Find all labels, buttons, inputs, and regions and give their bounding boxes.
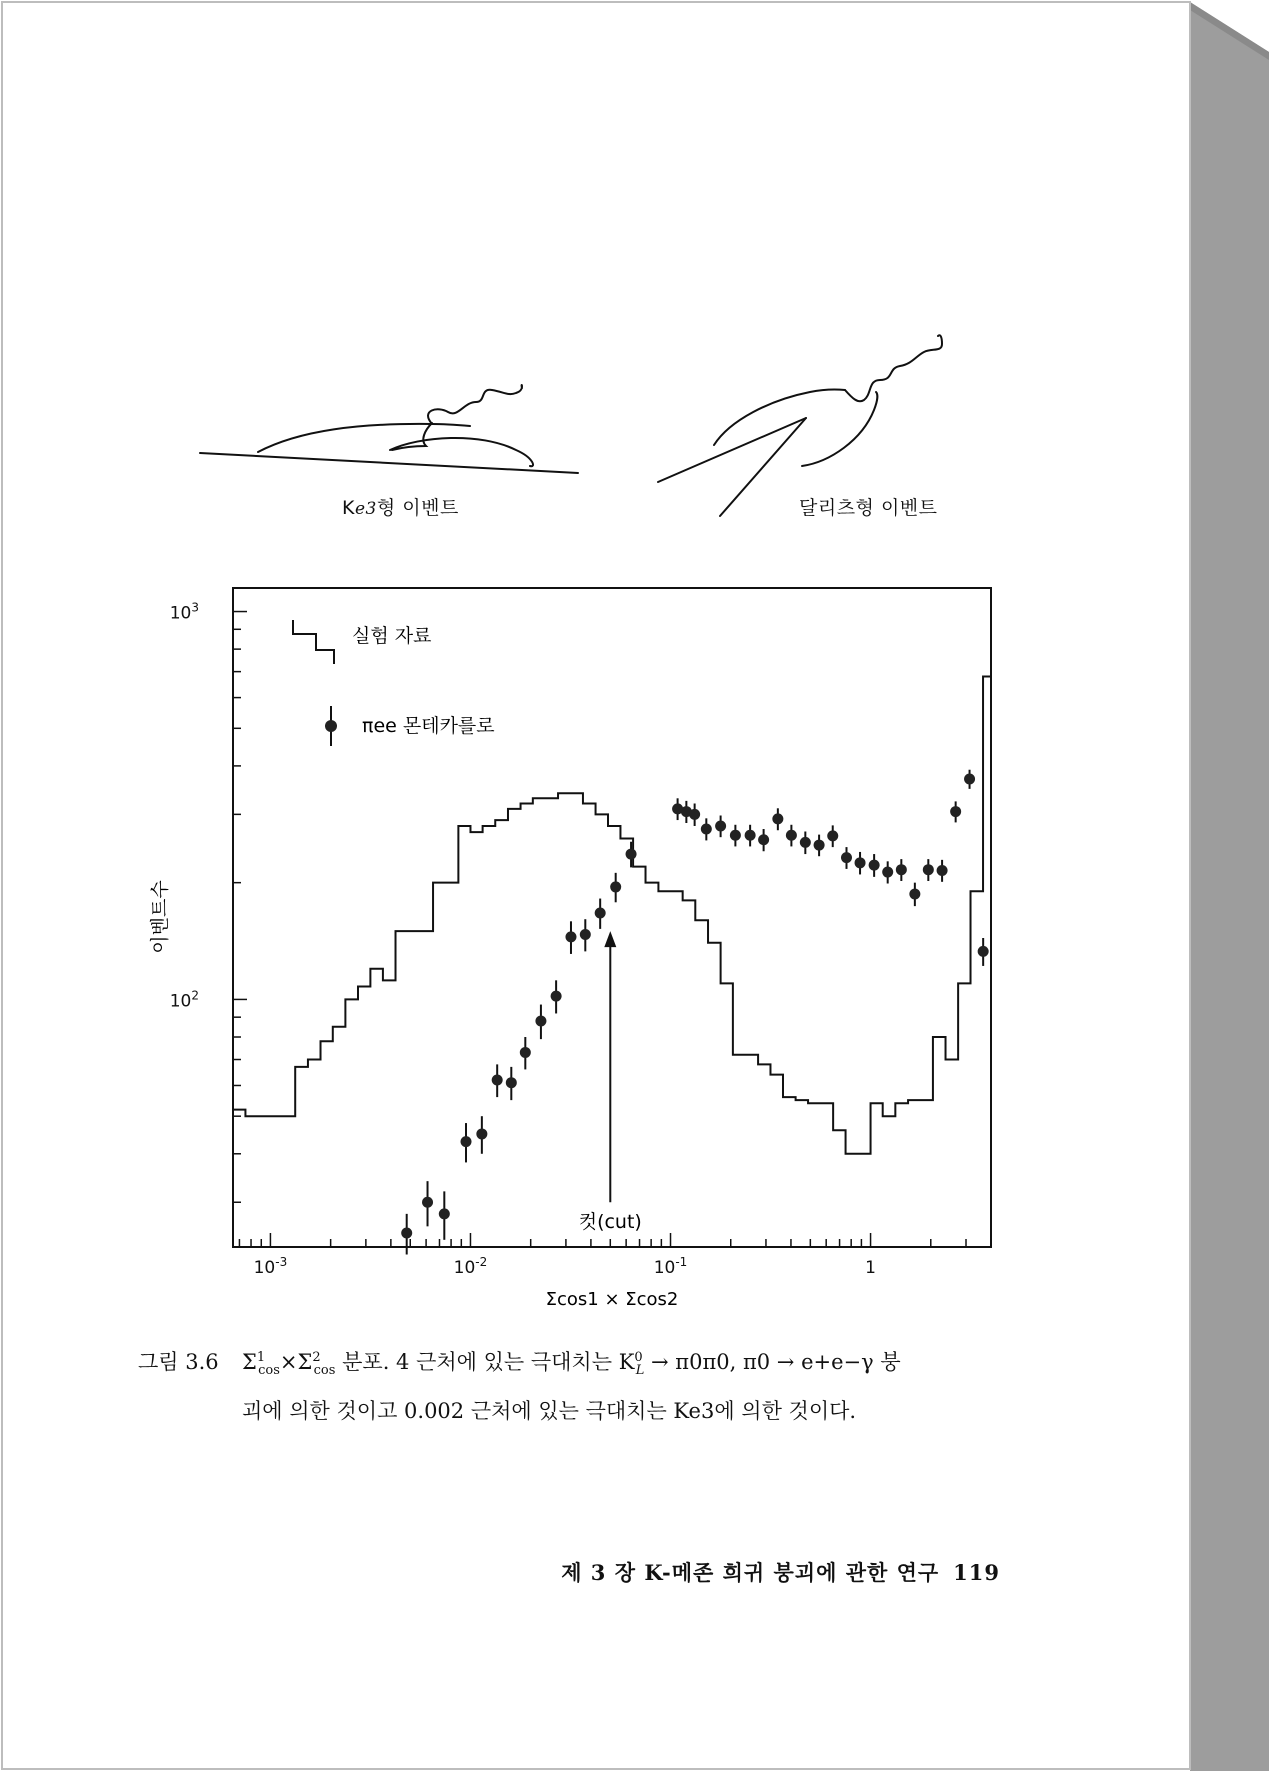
mc-marker [422,1197,433,1208]
mc-point [800,831,811,854]
mc-marker [701,824,712,835]
x-tick-label-0: $10^{-3}$ [253,1255,288,1278]
mc-marker [439,1208,450,1219]
mc-marker [730,830,741,841]
mc-marker [772,813,783,824]
mc-point [950,801,961,822]
caption-decay-kl: $K^0_L$ [618,1350,645,1379]
caption-line1-decay: → π0π0, π0 → e+e−γ 붕 [651,1350,901,1374]
mc-point [909,883,920,906]
legend-histogram-symbol [293,620,334,664]
mc-marker [855,857,866,868]
y-axis-title: 이벤트수 [149,880,171,954]
mc-point [610,873,621,902]
mc-point [882,861,893,883]
mc-point [626,842,637,868]
mc-marker [827,830,838,841]
legend-histogram-label: 실험 자료 [352,625,432,647]
tick-labels [170,601,876,1278]
mc-point [827,825,838,847]
dalitz-event-label: 달리츠형 이벤트 [799,497,938,519]
cut-label: 컷(cut) [578,1211,642,1234]
mc-marker [401,1227,412,1238]
mc-point [520,1037,531,1069]
mc-marker [580,929,591,940]
mc-point [814,835,825,857]
mc-marker [492,1074,503,1085]
chapter-title: 제 3 장 K-메존 희귀 붕괴에 관한 연구 [561,1560,940,1585]
mc-marker [551,991,562,1002]
mc-point [565,921,576,954]
mc-marker [506,1077,517,1088]
mc-marker [626,849,637,860]
mc-point [869,854,880,877]
mc-marker [461,1136,472,1147]
x-tick-label-1: $10^{-2}$ [453,1255,488,1278]
legend-point-symbol [325,720,337,732]
mc-point [937,860,948,882]
mc-marker [595,908,606,919]
mc-point [506,1067,517,1100]
mc-point [786,825,797,847]
cut-arrow-head [604,931,616,947]
mc-marker [882,867,893,878]
mc-marker [610,881,621,892]
mc-point [476,1116,487,1154]
mc-point [978,938,989,966]
experimental-data-histogram [233,677,991,1154]
mc-point [535,1005,546,1040]
y-tick-label-1: $10^3$ [169,600,199,624]
caption-label: 그림 3.6 [138,1350,219,1374]
caption-line1-text: 분포. 4 근처에 있는 극대치는 [342,1350,613,1374]
mc-marker [800,837,811,848]
running-footer [440,1557,1000,1587]
mc-point [964,770,975,789]
mc-marker [923,864,934,875]
x-axis-title: Σcos1 × Σcos2 [545,1289,679,1310]
mc-point [896,859,907,881]
mc-point [730,825,741,847]
page-number: 119 [953,1560,1000,1585]
axis-ticks [233,612,991,1247]
mc-marker [841,852,852,863]
mc-point [461,1123,472,1162]
mc-point [758,829,769,851]
mc-marker [937,865,948,876]
plot-frame [233,588,991,1247]
caption-formula: $\Sigma^1_{cos}\times\Sigma^2_{cos}$ [242,1350,336,1379]
mc-point [401,1214,412,1255]
mc-point [715,815,726,837]
mc-marker [476,1128,487,1139]
mc-marker [786,830,797,841]
mc-marker [909,888,920,899]
mc-point [580,919,591,951]
mc-marker [896,864,907,875]
mc-point [701,818,712,840]
mc-marker [950,806,961,817]
mc-marker [758,834,769,845]
mc-point [745,825,756,847]
legend-point-label: πee 몬테카를로 [362,715,495,737]
mc-marker [689,809,700,820]
mc-marker [715,820,726,831]
mc-marker [978,946,989,957]
mc-marker [814,840,825,851]
mc-point [551,980,562,1013]
mc-point [855,852,866,874]
x-tick-label-3: 1 [865,1258,876,1278]
mc-point [492,1064,503,1097]
mc-point [772,808,783,830]
mc-marker [745,830,756,841]
ke3-event-label: Ke3형 이벤트 [342,497,459,519]
mc-marker [535,1015,546,1026]
mc-marker [520,1047,531,1058]
cut-annotation [579,931,642,1233]
caption-line2: 괴에 의한 것이고 0.002 근처에 있는 극대치는 Ke3에 의한 것이다. [242,1399,857,1424]
mc-point [595,899,606,929]
mc-point [841,847,852,869]
mc-point [422,1181,433,1226]
mc-point [689,803,700,825]
mc-point [923,859,934,881]
legend [293,620,495,746]
figure-caption [138,1338,1008,1431]
mc-point [439,1191,450,1239]
mc-marker [565,931,576,942]
x-tick-label-2: $10^{-1}$ [653,1255,688,1278]
mc-marker [869,860,880,871]
monte-carlo-points [401,770,988,1255]
y-tick-label-0: $10^2$ [169,988,199,1012]
mc-marker [964,774,975,785]
